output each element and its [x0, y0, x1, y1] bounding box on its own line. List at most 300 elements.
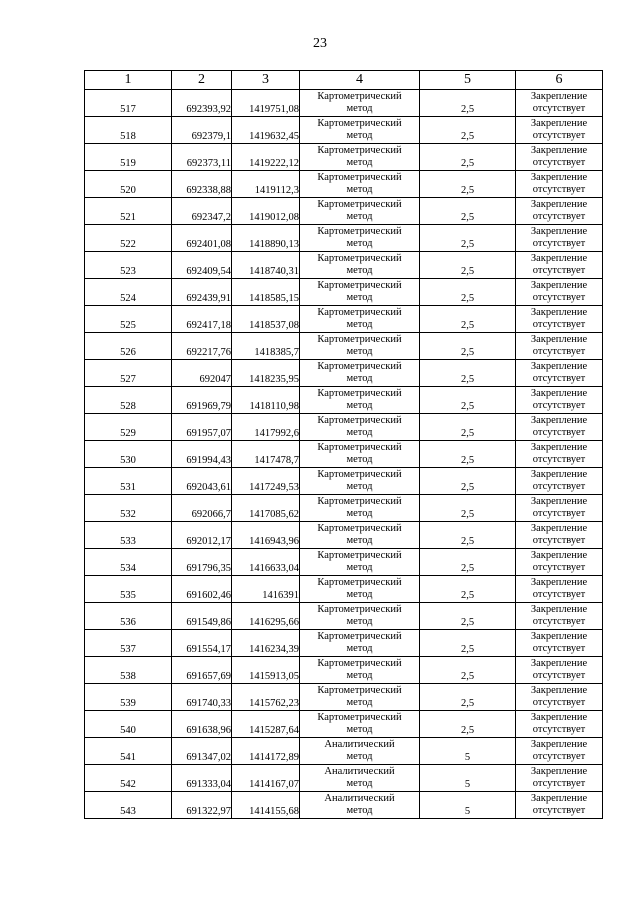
fixation-status: отсутствует: [532, 724, 586, 735]
method-name: Картометрический: [317, 388, 402, 399]
x-coordinate-cell: 691994,43: [172, 441, 232, 468]
fixation-label: Закрепление: [530, 793, 588, 804]
method-suffix: метод: [346, 616, 373, 627]
method-suffix: метод: [346, 265, 373, 276]
x-coordinate-cell: 691602,46: [172, 576, 232, 603]
fixation-label: Закрепление: [530, 361, 588, 372]
x-coordinate-cell: 691554,17: [172, 630, 232, 657]
y-coordinate-cell: 1416234,39: [232, 630, 300, 657]
table-row: [85, 90, 603, 117]
fixation-status: отсутствует: [532, 589, 586, 600]
point-number-cell: 517: [85, 90, 172, 117]
y-coordinate-cell: 1416633,04: [232, 549, 300, 576]
accuracy-cell: 2,5: [420, 414, 516, 441]
table-row: [85, 738, 603, 765]
method-cell: [300, 198, 420, 225]
accuracy-cell: 2,5: [420, 225, 516, 252]
x-coordinate-cell: 691549,86: [172, 603, 232, 630]
table-row: [85, 522, 603, 549]
point-number-cell: 531: [85, 468, 172, 495]
fixation-label: Закрепление: [530, 523, 588, 534]
fixation-cell: [516, 171, 603, 198]
method-suffix: метод: [346, 103, 373, 114]
method-name: Картометрический: [317, 91, 402, 102]
y-coordinate-cell: 1419751,08: [232, 90, 300, 117]
method-cell: [300, 441, 420, 468]
table-row: [85, 414, 603, 441]
x-coordinate-cell: 691796,35: [172, 549, 232, 576]
method-suffix: метод: [346, 184, 373, 195]
fixation-status: отсутствует: [532, 643, 586, 654]
fixation-status: отсутствует: [532, 103, 586, 114]
fixation-cell: [516, 279, 603, 306]
y-coordinate-cell: 1418235,95: [232, 360, 300, 387]
y-coordinate-cell: 1415287,64: [232, 711, 300, 738]
y-coordinate-cell: 1415762,23: [232, 684, 300, 711]
fixation-cell: [516, 306, 603, 333]
method-cell: [300, 684, 420, 711]
method-suffix: метод: [346, 751, 373, 762]
fixation-status: отсутствует: [532, 373, 586, 384]
fixation-label: Закрепление: [530, 577, 588, 588]
method-cell: [300, 576, 420, 603]
method-suffix: метод: [346, 211, 373, 222]
accuracy-cell: 2,5: [420, 441, 516, 468]
table-row: [85, 333, 603, 360]
fixation-status: отсутствует: [532, 238, 586, 249]
table-row: [85, 468, 603, 495]
y-coordinate-cell: 1419112,3: [232, 171, 300, 198]
method-suffix: метод: [346, 589, 373, 600]
y-coordinate-cell: 1418537,08: [232, 306, 300, 333]
table-row: [85, 279, 603, 306]
fixation-status: отсутствует: [532, 670, 586, 681]
point-number-cell: 538: [85, 657, 172, 684]
method-cell: [300, 90, 420, 117]
y-coordinate-cell: 1416295,66: [232, 603, 300, 630]
x-coordinate-cell: 692417,18: [172, 306, 232, 333]
y-coordinate-cell: 1415913,05: [232, 657, 300, 684]
y-coordinate-cell: 1416943,96: [232, 522, 300, 549]
method-cell: [300, 171, 420, 198]
table-row: [85, 360, 603, 387]
method-cell: [300, 522, 420, 549]
coordinates-table: [84, 70, 603, 819]
x-coordinate-cell: 692393,92: [172, 90, 232, 117]
fixation-label: Закрепление: [530, 388, 588, 399]
point-number-cell: 530: [85, 441, 172, 468]
fixation-label: Закрепление: [530, 91, 588, 102]
fixation-cell: [516, 738, 603, 765]
method-suffix: метод: [346, 373, 373, 384]
fixation-cell: [516, 603, 603, 630]
fixation-label: Закрепление: [530, 145, 588, 156]
point-number-cell: 532: [85, 495, 172, 522]
table-row: [85, 117, 603, 144]
method-name: Картометрический: [317, 604, 402, 615]
point-number-cell: 539: [85, 684, 172, 711]
fixation-status: отсутствует: [532, 346, 586, 357]
method-suffix: метод: [346, 346, 373, 357]
point-number-cell: 519: [85, 144, 172, 171]
x-coordinate-cell: 691638,96: [172, 711, 232, 738]
accuracy-cell: 2,5: [420, 576, 516, 603]
y-coordinate-cell: 1414155,68: [232, 792, 300, 819]
method-suffix: метод: [346, 481, 373, 492]
method-suffix: метод: [346, 400, 373, 411]
point-number-cell: 522: [85, 225, 172, 252]
method-cell: [300, 225, 420, 252]
x-coordinate-cell: 692379,1: [172, 117, 232, 144]
fixation-cell: [516, 468, 603, 495]
accuracy-cell: 2,5: [420, 495, 516, 522]
x-coordinate-cell: 692338,88: [172, 171, 232, 198]
accuracy-cell: 2,5: [420, 711, 516, 738]
fixation-label: Закрепление: [530, 685, 588, 696]
x-coordinate-cell: 692012,17: [172, 522, 232, 549]
point-number-cell: 533: [85, 522, 172, 549]
point-number-cell: 535: [85, 576, 172, 603]
fixation-status: отсутствует: [532, 427, 586, 438]
fixation-label: Закрепление: [530, 631, 588, 642]
accuracy-cell: 2,5: [420, 252, 516, 279]
point-number-cell: 520: [85, 171, 172, 198]
table-row: [85, 495, 603, 522]
fixation-cell: [516, 684, 603, 711]
method-suffix: метод: [346, 643, 373, 654]
fixation-status: отсутствует: [532, 778, 586, 789]
fixation-label: Закрепление: [530, 604, 588, 615]
fixation-label: Закрепление: [530, 550, 588, 561]
fixation-cell: [516, 387, 603, 414]
method-suffix: метод: [346, 508, 373, 519]
method-name: Картометрический: [317, 469, 402, 480]
accuracy-cell: 2,5: [420, 117, 516, 144]
table-row: [85, 144, 603, 171]
x-coordinate-cell: 691333,04: [172, 765, 232, 792]
fixation-label: Закрепление: [530, 469, 588, 480]
fixation-status: отсутствует: [532, 751, 586, 762]
method-name: Картометрический: [317, 226, 402, 237]
method-cell: [300, 765, 420, 792]
method-name: Картометрический: [317, 307, 402, 318]
accuracy-cell: 5: [420, 792, 516, 819]
method-suffix: метод: [346, 724, 373, 735]
fixation-cell: [516, 522, 603, 549]
method-name: Картометрический: [317, 145, 402, 156]
point-number-cell: 523: [85, 252, 172, 279]
method-suffix: метод: [346, 778, 373, 789]
fixation-label: Закрепление: [530, 658, 588, 669]
method-suffix: метод: [346, 670, 373, 681]
accuracy-cell: 2,5: [420, 279, 516, 306]
y-coordinate-cell: 1418585,15: [232, 279, 300, 306]
x-coordinate-cell: 692409,54: [172, 252, 232, 279]
table-row: [85, 198, 603, 225]
method-name: Картометрический: [317, 361, 402, 372]
point-number-cell: 525: [85, 306, 172, 333]
x-coordinate-cell: 692347,2: [172, 198, 232, 225]
method-cell: [300, 549, 420, 576]
accuracy-cell: 2,5: [420, 657, 516, 684]
fixation-label: Закрепление: [530, 442, 588, 453]
y-coordinate-cell: 1418110,98: [232, 387, 300, 414]
x-coordinate-cell: 692217,76: [172, 333, 232, 360]
method-cell: [300, 468, 420, 495]
fixation-label: Закрепление: [530, 712, 588, 723]
method-cell: [300, 387, 420, 414]
point-number-cell: 521: [85, 198, 172, 225]
method-name: Картометрический: [317, 658, 402, 669]
method-name: Картометрический: [317, 199, 402, 210]
fixation-status: отсутствует: [532, 400, 586, 411]
fixation-cell: [516, 90, 603, 117]
y-coordinate-cell: 1414167,07: [232, 765, 300, 792]
fixation-status: отсутствует: [532, 184, 586, 195]
table-row: [85, 549, 603, 576]
accuracy-cell: 2,5: [420, 333, 516, 360]
method-cell: [300, 306, 420, 333]
column-header-4: 4: [300, 71, 420, 90]
fixation-label: Закрепление: [530, 253, 588, 264]
column-header-5: 5: [420, 71, 516, 90]
fixation-status: отсутствует: [532, 535, 586, 546]
table-row: [85, 252, 603, 279]
fixation-label: Закрепление: [530, 280, 588, 291]
method-name: Картометрический: [317, 415, 402, 426]
x-coordinate-cell: 692439,91: [172, 279, 232, 306]
fixation-label: Закрепление: [530, 496, 588, 507]
method-suffix: метод: [346, 238, 373, 249]
point-number-cell: 524: [85, 279, 172, 306]
fixation-status: отсутствует: [532, 481, 586, 492]
y-coordinate-cell: 1414172,89: [232, 738, 300, 765]
fixation-label: Закрепление: [530, 766, 588, 777]
y-coordinate-cell: 1418385,7: [232, 333, 300, 360]
accuracy-cell: 5: [420, 765, 516, 792]
accuracy-cell: 2,5: [420, 684, 516, 711]
table-row: [85, 387, 603, 414]
method-cell: [300, 495, 420, 522]
method-name: Аналитический: [324, 739, 395, 750]
accuracy-cell: 2,5: [420, 387, 516, 414]
point-number-cell: 518: [85, 117, 172, 144]
x-coordinate-cell: 691347,02: [172, 738, 232, 765]
x-coordinate-cell: 691957,07: [172, 414, 232, 441]
fixation-status: отсутствует: [532, 454, 586, 465]
y-coordinate-cell: 1419222,12: [232, 144, 300, 171]
fixation-status: отсутствует: [532, 157, 586, 168]
method-cell: [300, 603, 420, 630]
point-number-cell: 542: [85, 765, 172, 792]
point-number-cell: 536: [85, 603, 172, 630]
point-number-cell: 526: [85, 333, 172, 360]
method-suffix: метод: [346, 697, 373, 708]
fixation-label: Закрепление: [530, 172, 588, 183]
column-header-3: 3: [232, 71, 300, 90]
method-cell: [300, 279, 420, 306]
accuracy-cell: 2,5: [420, 198, 516, 225]
point-number-cell: 528: [85, 387, 172, 414]
method-suffix: метод: [346, 292, 373, 303]
fixation-label: Закрепление: [530, 226, 588, 237]
table-row: [85, 171, 603, 198]
fixation-cell: [516, 630, 603, 657]
y-coordinate-cell: 1417992,6: [232, 414, 300, 441]
fixation-cell: [516, 117, 603, 144]
table-header-row: [85, 71, 603, 90]
accuracy-cell: 2,5: [420, 630, 516, 657]
method-name: Картометрический: [317, 253, 402, 264]
fixation-label: Закрепление: [530, 199, 588, 210]
method-suffix: метод: [346, 562, 373, 573]
fixation-label: Закрепление: [530, 415, 588, 426]
table-row: [85, 657, 603, 684]
method-cell: [300, 630, 420, 657]
method-suffix: метод: [346, 157, 373, 168]
point-number-cell: 543: [85, 792, 172, 819]
fixation-cell: [516, 657, 603, 684]
method-name: Аналитический: [324, 766, 395, 777]
x-coordinate-cell: 692066,7: [172, 495, 232, 522]
fixation-cell: [516, 360, 603, 387]
method-cell: [300, 792, 420, 819]
method-cell: [300, 144, 420, 171]
fixation-status: отсутствует: [532, 697, 586, 708]
method-suffix: метод: [346, 319, 373, 330]
method-cell: [300, 738, 420, 765]
fixation-status: отсутствует: [532, 130, 586, 141]
y-coordinate-cell: 1416391: [232, 576, 300, 603]
method-name: Аналитический: [324, 793, 395, 804]
method-cell: [300, 252, 420, 279]
fixation-status: отсутствует: [532, 616, 586, 627]
page-number: 23: [313, 36, 327, 51]
y-coordinate-cell: 1417249,53: [232, 468, 300, 495]
method-name: Картометрический: [317, 172, 402, 183]
fixation-cell: [516, 792, 603, 819]
method-name: Картометрический: [317, 280, 402, 291]
x-coordinate-cell: 692043,61: [172, 468, 232, 495]
method-cell: [300, 414, 420, 441]
accuracy-cell: 2,5: [420, 90, 516, 117]
fixation-label: Закрепление: [530, 307, 588, 318]
fixation-cell: [516, 144, 603, 171]
table-row: [85, 603, 603, 630]
x-coordinate-cell: 691322,97: [172, 792, 232, 819]
accuracy-cell: 2,5: [420, 360, 516, 387]
method-name: Картометрический: [317, 577, 402, 588]
method-suffix: метод: [346, 805, 373, 816]
method-name: Картометрический: [317, 118, 402, 129]
point-number-cell: 529: [85, 414, 172, 441]
fixation-status: отсутствует: [532, 292, 586, 303]
method-suffix: метод: [346, 130, 373, 141]
method-name: Картометрический: [317, 334, 402, 345]
x-coordinate-cell: 692373,11: [172, 144, 232, 171]
fixation-cell: [516, 333, 603, 360]
point-number-cell: 541: [85, 738, 172, 765]
method-name: Картометрический: [317, 523, 402, 534]
method-cell: [300, 360, 420, 387]
fixation-cell: [516, 198, 603, 225]
method-name: Картометрический: [317, 496, 402, 507]
point-number-cell: 534: [85, 549, 172, 576]
method-name: Картометрический: [317, 712, 402, 723]
point-number-cell: 537: [85, 630, 172, 657]
y-coordinate-cell: 1418890,13: [232, 225, 300, 252]
table-row: [85, 630, 603, 657]
accuracy-cell: 2,5: [420, 522, 516, 549]
method-cell: [300, 333, 420, 360]
table-row: [85, 441, 603, 468]
x-coordinate-cell: 692047: [172, 360, 232, 387]
fixation-cell: [516, 225, 603, 252]
column-header-2: 2: [172, 71, 232, 90]
fixation-cell: [516, 549, 603, 576]
fixation-status: отсутствует: [532, 562, 586, 573]
point-number-cell: 527: [85, 360, 172, 387]
accuracy-cell: 2,5: [420, 306, 516, 333]
method-suffix: метод: [346, 454, 373, 465]
accuracy-cell: 2,5: [420, 468, 516, 495]
method-cell: [300, 711, 420, 738]
accuracy-cell: 2,5: [420, 549, 516, 576]
method-suffix: метод: [346, 535, 373, 546]
method-cell: [300, 117, 420, 144]
method-name: Картометрический: [317, 685, 402, 696]
table-row: [85, 792, 603, 819]
accuracy-cell: 2,5: [420, 603, 516, 630]
fixation-status: отсутствует: [532, 508, 586, 519]
y-coordinate-cell: 1417478,7: [232, 441, 300, 468]
table-row: [85, 765, 603, 792]
column-header-1: 1: [85, 71, 172, 90]
fixation-cell: [516, 414, 603, 441]
y-coordinate-cell: 1418740,31: [232, 252, 300, 279]
y-coordinate-cell: 1417085,62: [232, 495, 300, 522]
column-header-6: 6: [516, 71, 603, 90]
x-coordinate-cell: 691969,79: [172, 387, 232, 414]
y-coordinate-cell: 1419632,45: [232, 117, 300, 144]
accuracy-cell: 2,5: [420, 144, 516, 171]
fixation-status: отсутствует: [532, 211, 586, 222]
x-coordinate-cell: 691657,69: [172, 657, 232, 684]
fixation-cell: [516, 765, 603, 792]
accuracy-cell: 2,5: [420, 171, 516, 198]
fixation-cell: [516, 495, 603, 522]
method-name: Картометрический: [317, 550, 402, 561]
table-row: [85, 576, 603, 603]
method-name: Картометрический: [317, 631, 402, 642]
fixation-status: отсутствует: [532, 319, 586, 330]
fixation-cell: [516, 711, 603, 738]
fixation-cell: [516, 252, 603, 279]
table-row: [85, 306, 603, 333]
accuracy-cell: 5: [420, 738, 516, 765]
method-name: Картометрический: [317, 442, 402, 453]
fixation-cell: [516, 576, 603, 603]
fixation-label: Закрепление: [530, 739, 588, 750]
fixation-label: Закрепление: [530, 334, 588, 345]
y-coordinate-cell: 1419012,08: [232, 198, 300, 225]
x-coordinate-cell: 691740,33: [172, 684, 232, 711]
x-coordinate-cell: 692401,08: [172, 225, 232, 252]
method-suffix: метод: [346, 427, 373, 438]
table-row: [85, 684, 603, 711]
fixation-status: отсутствует: [532, 265, 586, 276]
fixation-cell: [516, 441, 603, 468]
